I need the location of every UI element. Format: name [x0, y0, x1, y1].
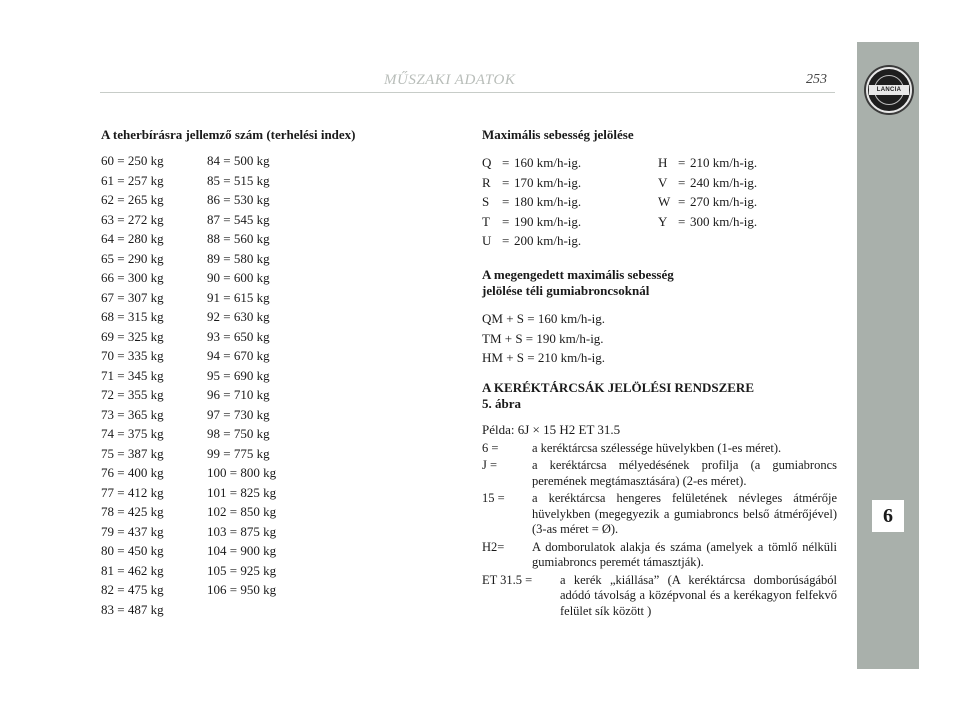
- speed-equals: =: [678, 155, 686, 170]
- wheel-example: Példa: 6J × 15 H2 ET 31.5: [482, 421, 621, 437]
- speed-code: Q: [482, 155, 492, 170]
- speed-code: T: [482, 213, 490, 229]
- speed-value: 200 km/h-ig.: [514, 233, 582, 248]
- speed-symbol-table: [482, 153, 837, 253]
- speed-value: 160 km/h-ig.: [514, 155, 582, 170]
- load-index-item: 105 = 925 kg: [207, 562, 277, 578]
- load-index-item: 95 = 690 kg: [207, 367, 270, 383]
- speed-equals: =: [502, 155, 510, 170]
- load-index-item: 104 = 900 kg: [207, 543, 277, 558]
- speed-value: 190 km/h-ig.: [514, 213, 582, 229]
- load-index-item: 61 = 257 kg: [101, 172, 164, 188]
- winter-heading-line1: A megengedett maximális sebesség: [482, 267, 674, 282]
- speed-equals: =: [678, 194, 686, 209]
- speed-row: [482, 192, 581, 212]
- definition-code: 15 =: [482, 491, 505, 505]
- load-index-item: 90 = 600 kg: [207, 270, 270, 285]
- speed-value: 300 km/h-ig.: [690, 213, 758, 229]
- speed-code: H: [658, 155, 668, 170]
- definition-text: a keréktárcsa mélyedésének profilja (a gumiabroncs peremének megtámasztására) (2-es méret).: [532, 458, 837, 488]
- speed-code: V: [658, 174, 668, 190]
- load-index-item: 69 = 325 kg: [101, 328, 164, 344]
- definition-text: a keréktárcsa szélessége hüvelykben (1-es méret).: [532, 440, 782, 455]
- speed-value: 180 km/h-ig.: [514, 194, 582, 209]
- load-index-item: 102 = 850 kg: [207, 504, 277, 519]
- load-index-item: 101 = 825 kg: [207, 484, 277, 500]
- load-index-item: 88 = 560 kg: [207, 231, 270, 246]
- wheel-definition: [482, 458, 837, 489]
- right-column: [482, 127, 837, 619]
- logo-text: LANCIA: [869, 85, 909, 95]
- load-index-item: 62 = 265 kg: [101, 192, 164, 207]
- load-index-item: 98 = 750 kg: [207, 426, 270, 441]
- wheel-heading-figure: 5. ábra: [482, 395, 521, 411]
- load-index-item: 63 = 272 kg: [101, 211, 164, 227]
- load-index-item: 99 = 775 kg: [207, 445, 270, 461]
- winter-heading: [482, 267, 837, 299]
- load-index-item: 93 = 650 kg: [207, 328, 270, 344]
- speed-value: 170 km/h-ig.: [514, 174, 582, 190]
- section-sidebar: [857, 42, 919, 669]
- wheel-heading-title: A KERÉKTÁRCSÁK JELÖLÉSI RENDSZERE: [482, 379, 754, 395]
- load-index-item: 94 = 670 kg: [207, 348, 270, 363]
- load-index-item: 89 = 580 kg: [207, 250, 270, 266]
- load-index-item: 82 = 475 kg: [101, 582, 164, 597]
- definition-code: 6 =: [482, 440, 499, 455]
- load-index-item: 87 = 545 kg: [207, 211, 270, 227]
- header-divider: [100, 92, 835, 93]
- winter-speed-item: TM + S = 190 km/h-ig.: [482, 330, 604, 346]
- winter-speed-item: HM + S = 210 km/h-ig.: [482, 350, 606, 365]
- speed-row: [482, 212, 581, 232]
- load-index-item: 65 = 290 kg: [101, 250, 164, 266]
- speed-value: 240 km/h-ig.: [690, 174, 758, 190]
- wheel-definition-et: [482, 573, 837, 620]
- section-number-tab[interactable]: 6: [872, 500, 904, 532]
- load-index-item: 78 = 425 kg: [101, 504, 164, 519]
- speed-row: [482, 153, 581, 173]
- load-index-item: 80 = 450 kg: [101, 543, 164, 558]
- load-index-item: 72 = 355 kg: [101, 387, 164, 402]
- load-index-item: 60 = 250 kg: [101, 153, 164, 168]
- speed-row: [482, 231, 581, 251]
- speed-row: [658, 153, 757, 173]
- definition-code: H2=: [482, 539, 505, 554]
- wheel-definition: [482, 540, 837, 571]
- lancia-logo-icon: [866, 67, 912, 113]
- speed-equals: =: [678, 174, 686, 190]
- speed-row: [658, 192, 757, 212]
- definition-code: J =: [482, 458, 498, 472]
- load-index-item: 91 = 615 kg: [207, 289, 270, 305]
- load-index-item: 81 = 462 kg: [101, 562, 164, 578]
- speed-equals: =: [678, 213, 686, 229]
- load-index-item: 74 = 375 kg: [101, 426, 164, 441]
- load-index-item: 92 = 630 kg: [207, 309, 270, 324]
- speed-code: W: [658, 194, 671, 209]
- speed-value: 270 km/h-ig.: [690, 194, 758, 209]
- load-index-item: 76 = 400 kg: [101, 465, 164, 480]
- load-index-item: 68 = 315 kg: [101, 309, 164, 324]
- wheel-heading: [482, 380, 837, 412]
- speed-row: [658, 173, 757, 193]
- winter-speed-list: [482, 309, 837, 368]
- definition-text: a keréktárcsa hengeres felületének névleges átmérője hüvelykben (megegyezik a gumiabroncs belső átmérőjével) (3-as méret = Ø).: [532, 491, 837, 536]
- speed-row: [658, 212, 757, 232]
- speed-code: R: [482, 174, 491, 190]
- definition-code: ET 31.5 =: [482, 572, 533, 587]
- load-index-item: 79 = 437 kg: [101, 523, 164, 539]
- load-index-item: 106 = 950 kg: [207, 582, 277, 597]
- speed-code: Y: [658, 213, 668, 229]
- speed-code: S: [482, 194, 490, 209]
- load-index-item: 64 = 280 kg: [101, 231, 164, 246]
- definition-text: a kerék „kiállása” (A keréktárcsa domborúságából adódó távolság a középvonal és a kerékagyon felfekvő felület sík között ): [560, 572, 837, 618]
- speed-value: 210 km/h-ig.: [690, 155, 758, 170]
- load-index-item: 77 = 412 kg: [101, 484, 164, 500]
- load-index-heading: A teherbírásra jellemző szám (terhelési index): [101, 127, 356, 142]
- winter-heading-line2: jelölése téli gumiabroncsoknál: [482, 283, 650, 298]
- load-index-item: 85 = 515 kg: [207, 172, 270, 188]
- load-index-item: 84 = 500 kg: [207, 153, 270, 168]
- wheel-definition: [482, 441, 837, 457]
- wheel-definitions: [482, 441, 837, 571]
- load-index-item: 100 = 800 kg: [207, 465, 277, 480]
- load-index-item: 86 = 530 kg: [207, 192, 270, 207]
- definition-text: A domborulatok alakja és száma (amelyek a tömlő nélküli gumiabroncs peremét támasztják).: [532, 539, 837, 569]
- load-index-item: 96 = 710 kg: [207, 387, 270, 402]
- page-number: 253: [806, 72, 827, 87]
- load-index-column-2: [207, 151, 276, 600]
- load-index-item: 83 = 487 kg: [101, 601, 164, 617]
- speed-equals: =: [502, 233, 510, 248]
- load-index-item: 97 = 730 kg: [207, 406, 270, 422]
- speed-code: U: [482, 233, 492, 248]
- wheel-definition: [482, 491, 837, 538]
- speed-heading: Maximális sebesség jelölése: [482, 127, 634, 142]
- load-index-item: 70 = 335 kg: [101, 348, 164, 363]
- speed-row: [482, 173, 581, 193]
- speed-equals: =: [502, 213, 510, 229]
- speed-equals: =: [502, 194, 510, 209]
- load-index-item: 71 = 345 kg: [101, 367, 164, 383]
- winter-speed-item: QM + S = 160 km/h-ig.: [482, 311, 606, 326]
- load-index-item: 67 = 307 kg: [101, 289, 164, 305]
- load-index-item: 103 = 875 kg: [207, 523, 277, 539]
- speed-equals: =: [502, 174, 510, 190]
- load-index-item: 75 = 387 kg: [101, 445, 164, 461]
- load-index-column-1: [101, 151, 164, 619]
- load-index-item: 73 = 365 kg: [101, 406, 164, 422]
- page-header-title: MŰSZAKI ADATOK: [384, 72, 516, 88]
- load-index-item: 66 = 300 kg: [101, 270, 164, 285]
